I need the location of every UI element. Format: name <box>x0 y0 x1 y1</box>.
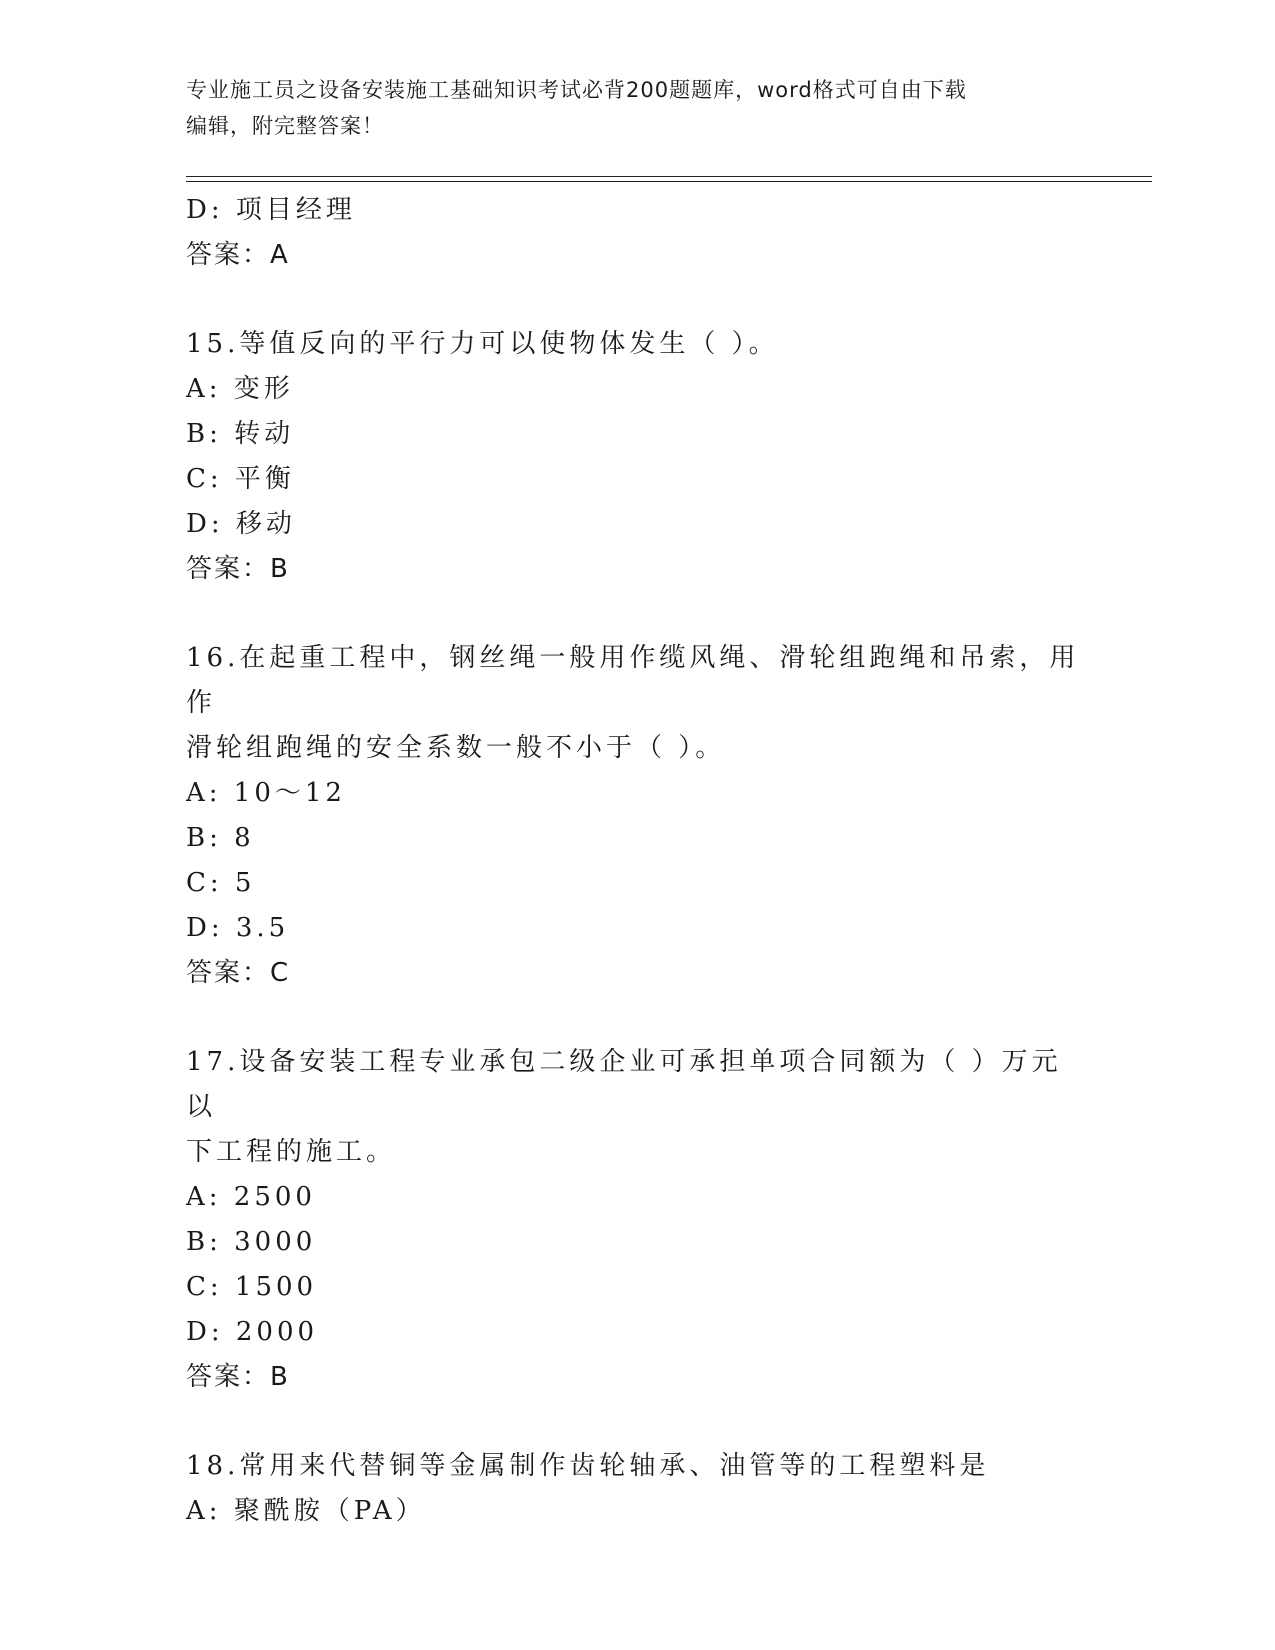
option-a: A: 2500 <box>186 1182 316 1212</box>
question-list <box>186 188 1086 1534</box>
option-c: C: 平衡 <box>186 464 295 494</box>
answer: 答案：B <box>186 1362 290 1392</box>
question-stem-continued: 下工程的施工。 <box>186 1137 397 1167</box>
question-18 <box>186 1444 1086 1534</box>
question-16 <box>186 636 1086 996</box>
document-header <box>186 72 1066 144</box>
question-stem-continued: 滑轮组跑绳的安全系数一般不小于（ ）。 <box>186 733 726 763</box>
question-stem: 16.在起重工程中，钢丝绳一般用作缆风绳、滑轮组跑绳和吊索，用作 <box>186 643 1080 718</box>
option-b: B: 8 <box>186 823 255 853</box>
option-a: A: 聚酰胺（PA） <box>186 1496 426 1526</box>
header-divider-bottom <box>186 181 1152 182</box>
option-a: A: 10～12 <box>186 778 346 808</box>
option-b: B: 转动 <box>186 419 295 449</box>
answer: 答案：B <box>186 554 290 584</box>
answer: 答案：C <box>186 958 291 988</box>
option-c: C: 5 <box>186 868 256 898</box>
option-b: B: 3000 <box>186 1227 317 1257</box>
answer: 答案：A <box>186 240 290 270</box>
option-d: D: 2000 <box>186 1317 319 1347</box>
question-15 <box>186 322 1086 592</box>
option-c: C: 1500 <box>186 1272 318 1302</box>
option-d: D: 项目经理 <box>186 195 356 225</box>
option-d: D: 3.5 <box>186 913 290 943</box>
question-stem: 17.设备安装工程专业承包二级企业可承担单项合同额为（ ）万元以 <box>186 1047 1062 1122</box>
option-a: A: 变形 <box>186 374 294 404</box>
question-stem: 18.常用来代替铜等金属制作齿轮轴承、油管等的工程塑料是 <box>186 1451 990 1481</box>
option-d: D: 移动 <box>186 509 296 539</box>
header-line-2: 编辑，附完整答案！ <box>186 114 384 138</box>
question-stem: 15.等值反向的平行力可以使物体发生（ ）。 <box>186 329 779 359</box>
header-line-1: 专业施工员之设备安装施工基础知识考试必背200题题库，word格式可自由下载 <box>186 78 967 102</box>
header-divider-top <box>186 176 1152 177</box>
question-17 <box>186 1040 1086 1400</box>
